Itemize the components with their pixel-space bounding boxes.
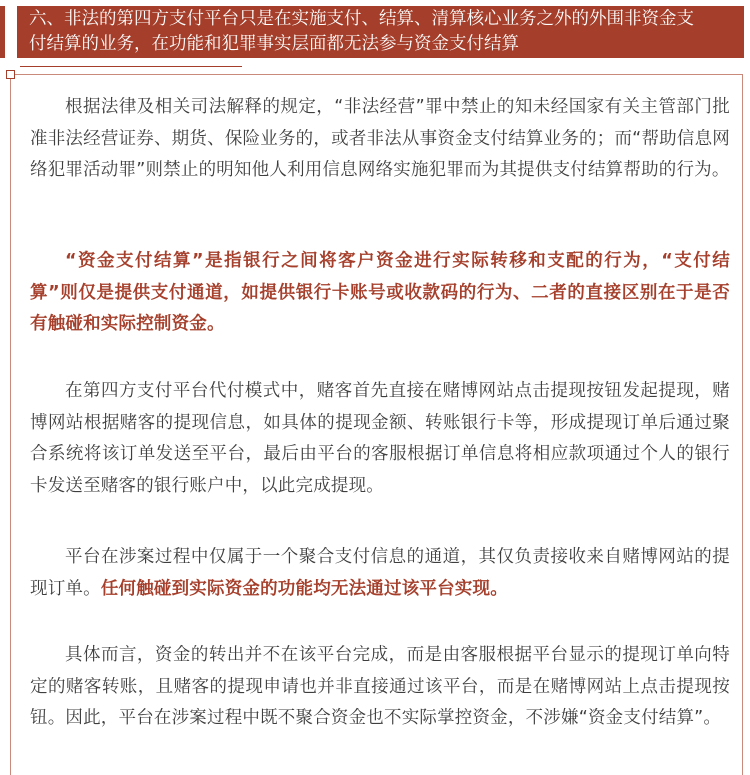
- heading-accent-bar: [0, 6, 5, 58]
- section-heading: [17, 6, 744, 58]
- platform-role-highlight: 任何触碰到实际资金的功能均无法通过该平台实现。: [100, 578, 508, 599]
- frame-left-border: [10, 79, 11, 775]
- heading-underline: [20, 66, 242, 67]
- paragraph-definition-highlight: “资金支付结算”是指银行之间将客户资金进行实际转移和支配的行为，“支付结算”则仅是提供支付通道，如提供银行卡账号或收款码的行为、二者的直接区别在于是否有触碰和实际控制资金。: [30, 251, 730, 334]
- paragraph-platform-role: [30, 542, 730, 605]
- frame-corner-square: [6, 70, 15, 79]
- heading-line-1: 六、非法的第四方支付平台只是在实施支付、结算、清算核心业务之外的外围非资金支: [29, 9, 694, 29]
- frame-right-border: [742, 74, 743, 775]
- heading-line-2: 付结算的业务，在功能和犯罪事实层面都无法参与资金支付结算: [29, 34, 519, 54]
- paragraph-payout-mode: 在第四方支付平台代付模式中，赌客首先直接在赌博网站点击提现按钮发起提现，赌博网站根据赌客的提现信息，如具体的提现金额、转账银行卡等，形成提现订单后通过聚合系统将该订单发送至平台，最后由平台的客服根据订单信息将相应款项通过个人的银行卡发送至赌客的银行账户中，以此完成提现。: [30, 381, 730, 496]
- paragraph-conclusion: 具体而言，资金的转出并不在该平台完成，而是由客服根据平台显示的提现订单向特定的赌客转账，且赌客的提现申请也并非直接通过该平台，而是在赌博网站上点击提现按钮。因此，平台在涉案过程中既不聚合资金也不实际掌控资金，不涉嫌“资金支付结算”。: [30, 645, 730, 728]
- frame-top-border: [15, 74, 742, 75]
- paragraph-legal-basis: 根据法律及相关司法解释的规定，“非法经营”罪中禁止的知未经国家有关主管部门批准非法经营证券、期货、保险业务的，或者非法从事资金支付结算业务的；而“帮助信息网络犯罪活动罪”则禁止的明知他人利用信息网络实施犯罪而为其提供支付结算帮助的行为。: [30, 97, 730, 180]
- platform-role-text: 平台在涉案过程中仅属于一个聚合支付信息的通道，其仅负责接收来自赌博网站的提现订单。: [30, 547, 730, 599]
